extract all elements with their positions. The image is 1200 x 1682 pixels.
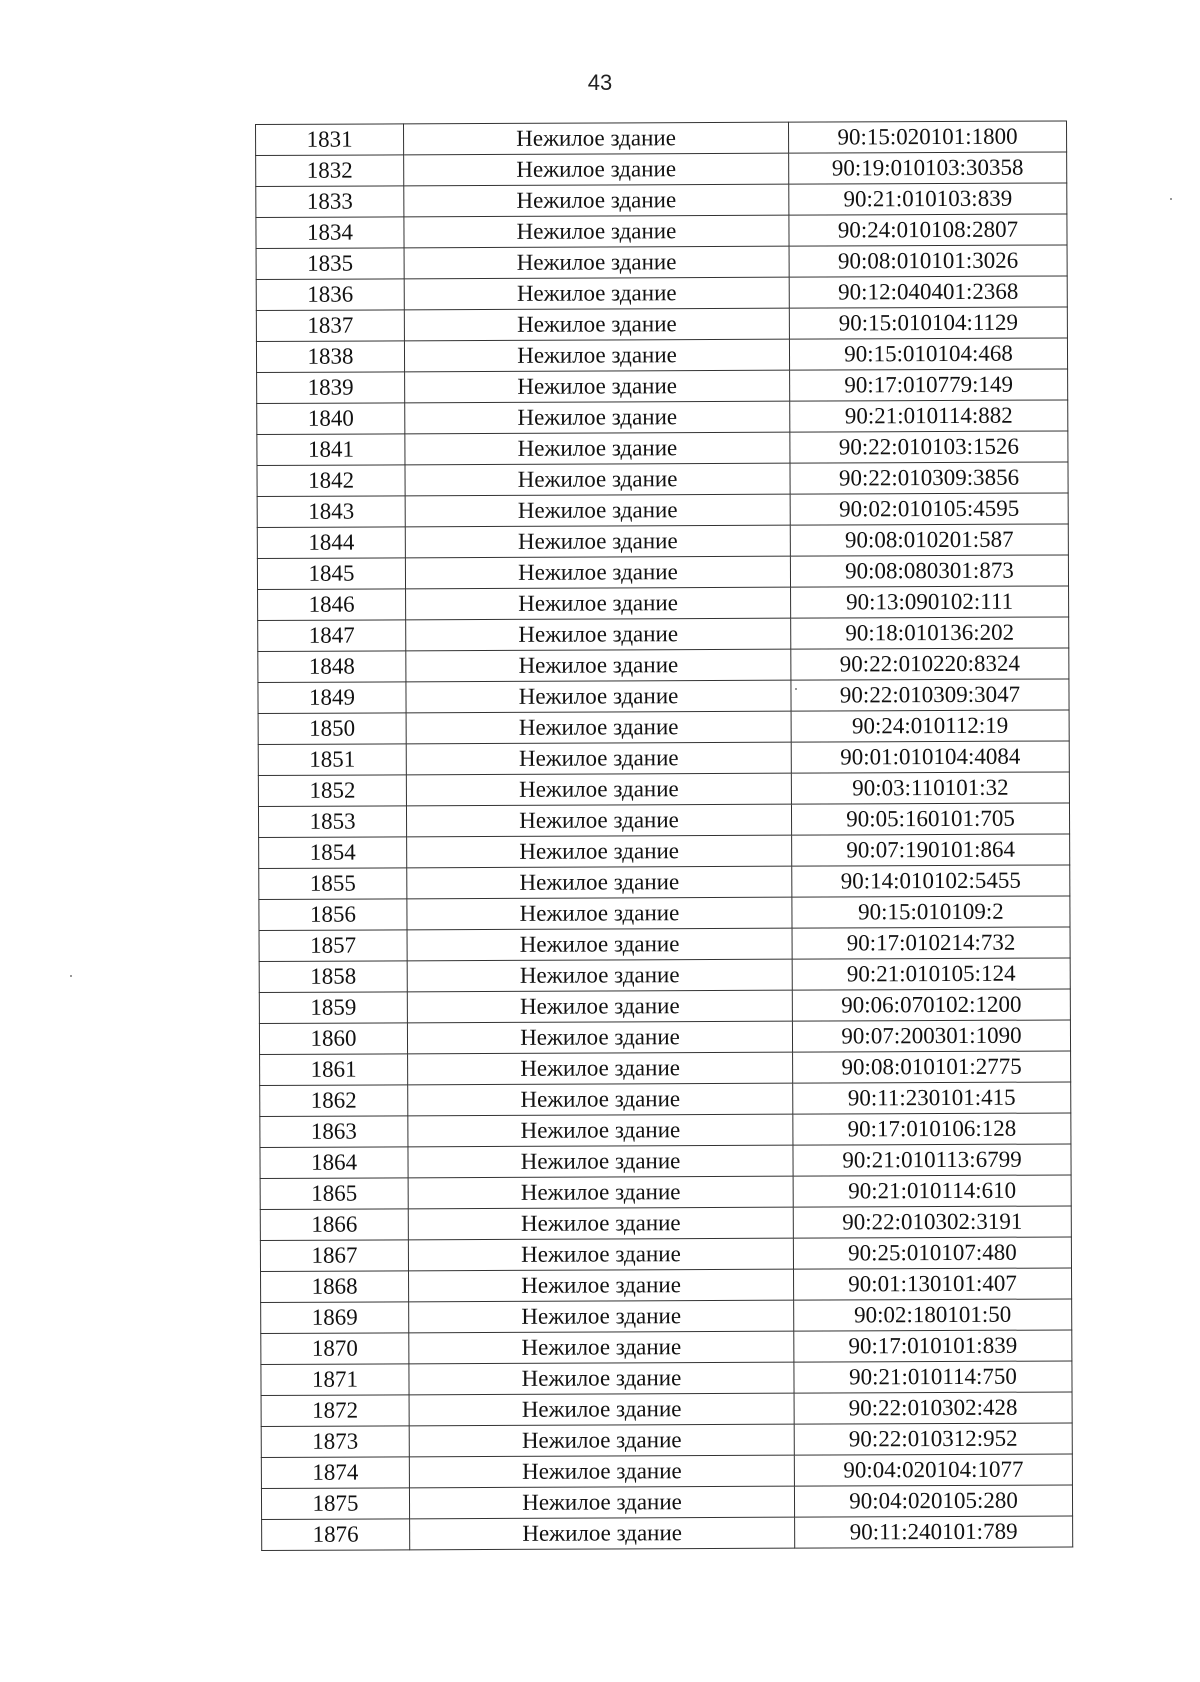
cadastral-number-cell: 90:15:010104:468 xyxy=(789,338,1067,370)
row-number-cell: 1851 xyxy=(258,744,406,776)
row-number-cell: 1869 xyxy=(261,1302,409,1334)
object-type-cell: Нежилое здание xyxy=(409,1455,794,1488)
object-type-cell: Нежилое здание xyxy=(407,1021,792,1054)
object-type-cell: Нежилое здание xyxy=(407,990,792,1023)
table-row xyxy=(258,741,1069,776)
cadastral-number-cell: 90:07:190101:864 xyxy=(792,834,1070,866)
table-body xyxy=(256,121,1073,1551)
object-type-cell: Нежилое здание xyxy=(407,866,792,899)
row-number-cell: 1845 xyxy=(257,558,405,590)
cadastral-number-cell: 90:08:080301:873 xyxy=(790,555,1068,587)
scan-speck xyxy=(1170,198,1172,200)
cadastral-number-cell: 90:21:010103:839 xyxy=(789,183,1067,215)
table-row xyxy=(256,183,1067,218)
row-number-cell: 1855 xyxy=(259,868,407,900)
object-type-cell: Нежилое здание xyxy=(407,835,792,868)
row-number-cell: 1857 xyxy=(259,930,407,962)
object-type-cell: Нежилое здание xyxy=(406,680,791,713)
row-number-cell: 1858 xyxy=(259,961,407,993)
row-number-cell: 1834 xyxy=(256,217,404,249)
table-row xyxy=(256,121,1067,156)
row-number-cell: 1854 xyxy=(259,837,407,869)
table-row xyxy=(261,1423,1072,1458)
table-row xyxy=(258,710,1069,745)
object-type-cell: Нежилое здание xyxy=(406,649,791,682)
table-row xyxy=(259,989,1070,1024)
object-type-cell: Нежилое здание xyxy=(408,1114,793,1147)
object-type-cell: Нежилое здание xyxy=(405,556,790,589)
cadastral-number-cell: 90:08:010101:2775 xyxy=(793,1051,1071,1083)
table-row xyxy=(261,1454,1072,1489)
object-type-cell: Нежилое здание xyxy=(408,1052,793,1085)
row-number-cell: 1876 xyxy=(262,1519,410,1551)
cadastral-number-cell: 90:22:010309:3047 xyxy=(791,679,1069,711)
row-number-cell: 1875 xyxy=(261,1488,409,1520)
cadastral-number-cell: 90:03:110101:32 xyxy=(791,772,1069,804)
table-row xyxy=(258,679,1069,714)
object-type-cell: Нежилое здание xyxy=(404,215,789,248)
table-row xyxy=(260,1113,1071,1148)
object-type-cell: Нежилое здание xyxy=(407,928,792,961)
row-number-cell: 1864 xyxy=(260,1147,408,1179)
cadastral-number-cell: 90:06:070102:1200 xyxy=(792,989,1070,1021)
cadastral-number-cell: 90:21:010105:124 xyxy=(792,958,1070,990)
row-number-cell: 1848 xyxy=(258,651,406,683)
row-number-cell: 1866 xyxy=(260,1209,408,1241)
table-row xyxy=(258,586,1069,621)
cadastral-number-cell: 90:04:020104:1077 xyxy=(794,1454,1072,1486)
table-row xyxy=(261,1299,1072,1334)
cadastral-number-cell: 90:12:040401:2368 xyxy=(789,276,1067,308)
cadastral-number-cell: 90:17:010106:128 xyxy=(793,1113,1071,1145)
cadastral-number-cell: 90:07:200301:1090 xyxy=(792,1020,1070,1052)
row-number-cell: 1839 xyxy=(257,372,405,404)
row-number-cell: 1831 xyxy=(256,124,404,156)
object-type-cell: Нежилое здание xyxy=(404,153,789,186)
table-row xyxy=(258,772,1069,807)
cadastral-number-cell: 90:22:010302:3191 xyxy=(793,1206,1071,1238)
row-number-cell: 1868 xyxy=(261,1271,409,1303)
table-row xyxy=(259,865,1070,900)
row-number-cell: 1871 xyxy=(261,1364,409,1396)
cadastral-number-cell: 90:08:010101:3026 xyxy=(789,245,1067,277)
row-number-cell: 1849 xyxy=(258,682,406,714)
row-number-cell: 1836 xyxy=(256,279,404,311)
table-row xyxy=(259,896,1070,931)
object-type-cell: Нежилое здание xyxy=(407,897,792,930)
object-type-cell: Нежилое здание xyxy=(408,1176,793,1209)
object-type-cell: Нежилое здание xyxy=(410,1517,795,1550)
object-type-cell: Нежилое здание xyxy=(405,525,790,558)
cadastral-number-cell: 90:22:010103:1526 xyxy=(790,431,1068,463)
cadastral-number-cell: 90:15:020101:1800 xyxy=(788,121,1066,153)
table-row xyxy=(261,1361,1072,1396)
cadastral-number-cell: 90:01:010104:4084 xyxy=(791,741,1069,773)
row-number-cell: 1846 xyxy=(258,589,406,621)
object-type-cell: Нежилое здание xyxy=(409,1362,794,1395)
cadastral-number-cell: 90:02:180101:50 xyxy=(794,1299,1072,1331)
row-number-cell: 1863 xyxy=(260,1116,408,1148)
table-row xyxy=(260,1175,1071,1210)
cadastral-number-cell: 90:24:010112:19 xyxy=(791,710,1069,742)
table-row xyxy=(257,400,1068,435)
row-number-cell: 1844 xyxy=(257,527,405,559)
cadastral-number-cell: 90:22:010302:428 xyxy=(794,1392,1072,1424)
row-number-cell: 1847 xyxy=(258,620,406,652)
table-row xyxy=(260,1206,1071,1241)
cadastral-number-cell: 90:21:010113:6799 xyxy=(793,1144,1071,1176)
table-row xyxy=(259,1020,1070,1055)
cadastral-number-cell: 90:24:010108:2807 xyxy=(789,214,1067,246)
row-number-cell: 1867 xyxy=(260,1240,408,1272)
table-row xyxy=(261,1330,1072,1365)
row-number-cell: 1853 xyxy=(258,806,406,838)
table-row xyxy=(257,524,1068,559)
object-type-cell: Нежилое здание xyxy=(406,711,791,744)
cadastral-number-cell: 90:17:010101:839 xyxy=(794,1330,1072,1362)
table-row xyxy=(256,245,1067,280)
table-row xyxy=(257,431,1068,466)
row-number-cell: 1850 xyxy=(258,713,406,745)
cadastral-number-cell: 90:22:010312:952 xyxy=(794,1423,1072,1455)
object-type-cell: Нежилое здание xyxy=(406,618,791,651)
table-row xyxy=(257,369,1068,404)
table-row xyxy=(256,338,1067,373)
cadastral-number-cell: 90:13:090102:111 xyxy=(791,586,1069,618)
table-row xyxy=(258,617,1069,652)
object-type-cell: Нежилое здание xyxy=(405,463,790,496)
object-type-cell: Нежилое здание xyxy=(404,246,789,279)
object-type-cell: Нежилое здание xyxy=(406,587,791,620)
cadastral-number-cell: 90:05:160101:705 xyxy=(791,803,1069,835)
object-type-cell: Нежилое здание xyxy=(405,370,790,403)
table-row xyxy=(259,834,1070,869)
table-row xyxy=(256,307,1067,342)
table-row xyxy=(258,648,1069,683)
row-number-cell: 1841 xyxy=(257,434,405,466)
row-number-cell: 1873 xyxy=(261,1426,409,1458)
row-number-cell: 1842 xyxy=(257,465,405,497)
row-number-cell: 1870 xyxy=(261,1333,409,1365)
object-type-cell: Нежилое здание xyxy=(408,1083,793,1116)
table-row xyxy=(257,493,1068,528)
object-type-cell: Нежилое здание xyxy=(409,1393,794,1426)
row-number-cell: 1856 xyxy=(259,899,407,931)
row-number-cell: 1860 xyxy=(259,1023,407,1055)
object-type-cell: Нежилое здание xyxy=(405,401,790,434)
cadastral-number-cell: 90:14:010102:5455 xyxy=(792,865,1070,897)
page-number: 43 xyxy=(587,70,613,95)
object-type-cell: Нежилое здание xyxy=(407,959,792,992)
object-type-cell: Нежилое здание xyxy=(405,494,790,527)
table-row xyxy=(256,276,1067,311)
cadastral-number-cell: 90:18:010136:202 xyxy=(791,617,1069,649)
object-type-cell: Нежилое здание xyxy=(404,339,789,372)
object-type-cell: Нежилое здание xyxy=(408,1207,793,1240)
object-type-cell: Нежилое здание xyxy=(408,1238,793,1271)
object-type-cell: Нежилое здание xyxy=(406,804,791,837)
scan-speck xyxy=(795,688,797,690)
table-row xyxy=(260,1082,1071,1117)
row-number-cell: 1832 xyxy=(256,155,404,187)
table-row xyxy=(260,1237,1071,1272)
cadastral-number-cell: 90:21:010114:750 xyxy=(794,1361,1072,1393)
cadastral-number-cell: 90:11:240101:789 xyxy=(795,1516,1073,1548)
row-number-cell: 1838 xyxy=(256,341,404,373)
object-type-cell: Нежилое здание xyxy=(404,277,789,310)
cadastral-number-cell: 90:17:010214:732 xyxy=(792,927,1070,959)
row-number-cell: 1862 xyxy=(260,1085,408,1117)
object-type-cell: Нежилое здание xyxy=(405,432,790,465)
row-number-cell: 1835 xyxy=(256,248,404,280)
object-type-cell: Нежилое здание xyxy=(404,308,789,341)
table-row xyxy=(256,152,1067,187)
table-row xyxy=(259,958,1070,993)
row-number-cell: 1872 xyxy=(261,1395,409,1427)
cadastral-number-cell: 90:08:010201:587 xyxy=(790,524,1068,556)
cadastral-number-cell: 90:21:010114:882 xyxy=(790,400,1068,432)
cadastral-number-cell: 90:04:020105:280 xyxy=(794,1485,1072,1517)
cadastral-number-cell: 90:11:230101:415 xyxy=(793,1082,1071,1114)
cadastral-number-cell: 90:15:010104:1129 xyxy=(789,307,1067,339)
object-type-cell: Нежилое здание xyxy=(404,122,789,155)
object-type-cell: Нежилое здание xyxy=(409,1269,794,1302)
table-row xyxy=(262,1516,1073,1551)
cadastral-number-cell: 90:25:010107:480 xyxy=(793,1237,1071,1269)
row-number-cell: 1874 xyxy=(261,1457,409,1489)
cadastral-number-cell: 90:22:010309:3856 xyxy=(790,462,1068,494)
object-type-cell: Нежилое здание xyxy=(406,773,791,806)
cadastral-number-cell: 90:21:010114:610 xyxy=(793,1175,1071,1207)
object-type-cell: Нежилое здание xyxy=(409,1424,794,1457)
row-number-cell: 1837 xyxy=(256,310,404,342)
object-type-cell: Нежилое здание xyxy=(409,1486,794,1519)
table-row xyxy=(260,1051,1071,1086)
cadastral-number-cell: 90:19:010103:30358 xyxy=(789,152,1067,184)
cadastral-number-cell: 90:17:010779:149 xyxy=(790,369,1068,401)
table-row xyxy=(261,1392,1072,1427)
cadastral-number-cell: 90:22:010220:8324 xyxy=(791,648,1069,680)
table-row xyxy=(261,1485,1072,1520)
table-row xyxy=(258,803,1069,838)
table-row xyxy=(257,462,1068,497)
cadastral-number-cell: 90:15:010109:2 xyxy=(792,896,1070,928)
table-row xyxy=(261,1268,1072,1303)
row-number-cell: 1833 xyxy=(256,186,404,218)
row-number-cell: 1865 xyxy=(260,1178,408,1210)
row-number-cell: 1852 xyxy=(258,775,406,807)
object-type-cell: Нежилое здание xyxy=(406,742,791,775)
cadastral-number-cell: 90:02:010105:4595 xyxy=(790,493,1068,525)
row-number-cell: 1859 xyxy=(259,992,407,1024)
scan-speck xyxy=(70,975,72,977)
table-row xyxy=(260,1144,1071,1179)
table-row xyxy=(256,214,1067,249)
row-number-cell: 1843 xyxy=(257,496,405,528)
table-row xyxy=(257,555,1068,590)
row-number-cell: 1861 xyxy=(260,1054,408,1086)
registry-table xyxy=(255,120,1073,1551)
row-number-cell: 1840 xyxy=(257,403,405,435)
object-type-cell: Нежилое здание xyxy=(408,1145,793,1178)
table-row xyxy=(259,927,1070,962)
object-type-cell: Нежилое здание xyxy=(404,184,789,217)
cadastral-number-cell: 90:01:130101:407 xyxy=(794,1268,1072,1300)
object-type-cell: Нежилое здание xyxy=(409,1331,794,1364)
object-type-cell: Нежилое здание xyxy=(409,1300,794,1333)
